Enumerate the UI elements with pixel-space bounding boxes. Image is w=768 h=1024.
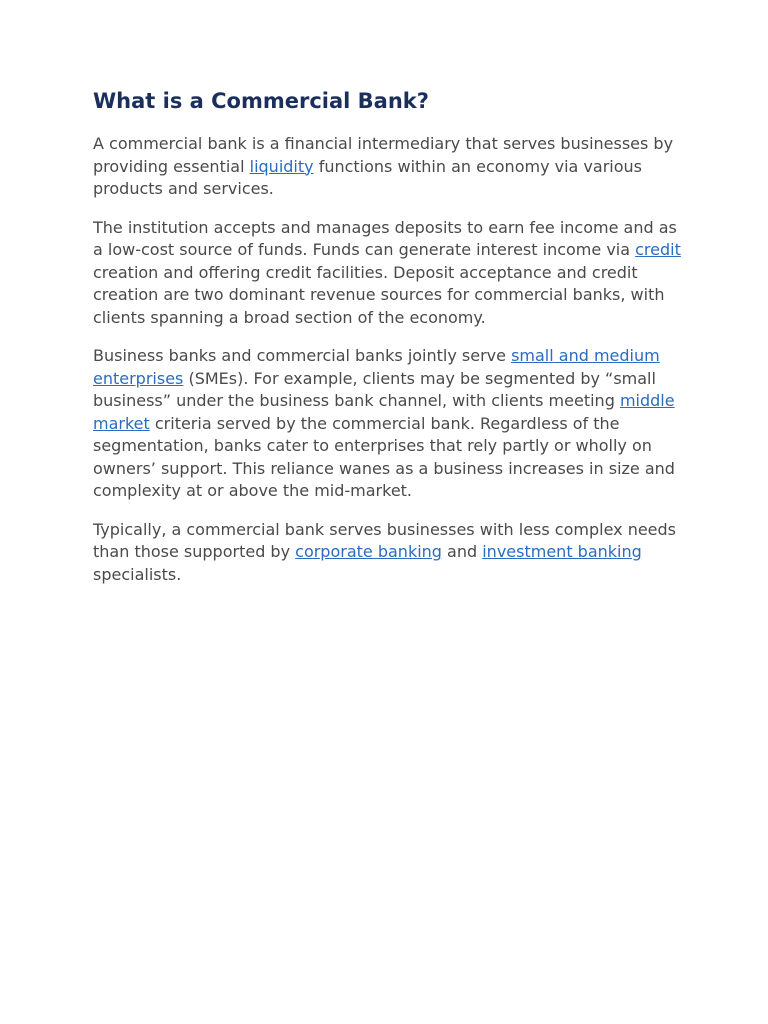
paragraph-text: The institution accepts and manages deposits to earn fee income and as a low-cost source of funds. Funds can generate interest income via <box>93 217 677 259</box>
paragraph-text: A commercial bank is a financial intermediary that serves businesses by providing essential <box>93 134 674 176</box>
paragraph-text: Business banks and commercial banks jointly serve <box>93 346 512 365</box>
paragraph-text: Typically, a commercial bank serves businesses with less complex needs than those supported by <box>93 519 677 561</box>
link-investment-banking[interactable]: investment banking <box>482 542 642 561</box>
paragraph-text: (SMEs). For example, clients may be segmented by “small business” under the business bank channel, with clients meeting <box>93 368 656 410</box>
paragraph-definition <box>93 133 683 201</box>
paragraph-text: creation and offering credit facilities. Deposit acceptance and credit creation are two dominant revenue sources for commercial banks, with clients spanning a broad section of the economy. <box>93 262 665 327</box>
link-credit[interactable]: credit <box>635 240 681 259</box>
paragraph-text: and <box>441 542 483 561</box>
link-liquidity[interactable]: liquidity <box>249 156 314 176</box>
paragraph-deposits <box>93 217 683 330</box>
paragraph-text: functions within an economy via various products and services. <box>93 156 642 198</box>
link-corporate-banking[interactable]: corporate banking <box>295 542 442 561</box>
link-small-and-medium-enterprises[interactable]: small and medium enterprises <box>93 346 660 388</box>
paragraph-typical-clients <box>93 519 683 587</box>
article <box>93 84 683 602</box>
paragraph-text: criteria served by the commercial bank. Regardless of the segmentation, banks cater to enterprises that rely partly or wholly on owners’ support. This reliance wanes as a business increases in size and complexity at or above the mid-market. <box>93 413 675 500</box>
page-title: What is a Commercial Bank? <box>93 89 429 113</box>
paragraph-segments <box>93 345 683 503</box>
link-middle-market[interactable]: middle market <box>93 391 675 433</box>
paragraph-text: specialists. <box>93 564 182 584</box>
